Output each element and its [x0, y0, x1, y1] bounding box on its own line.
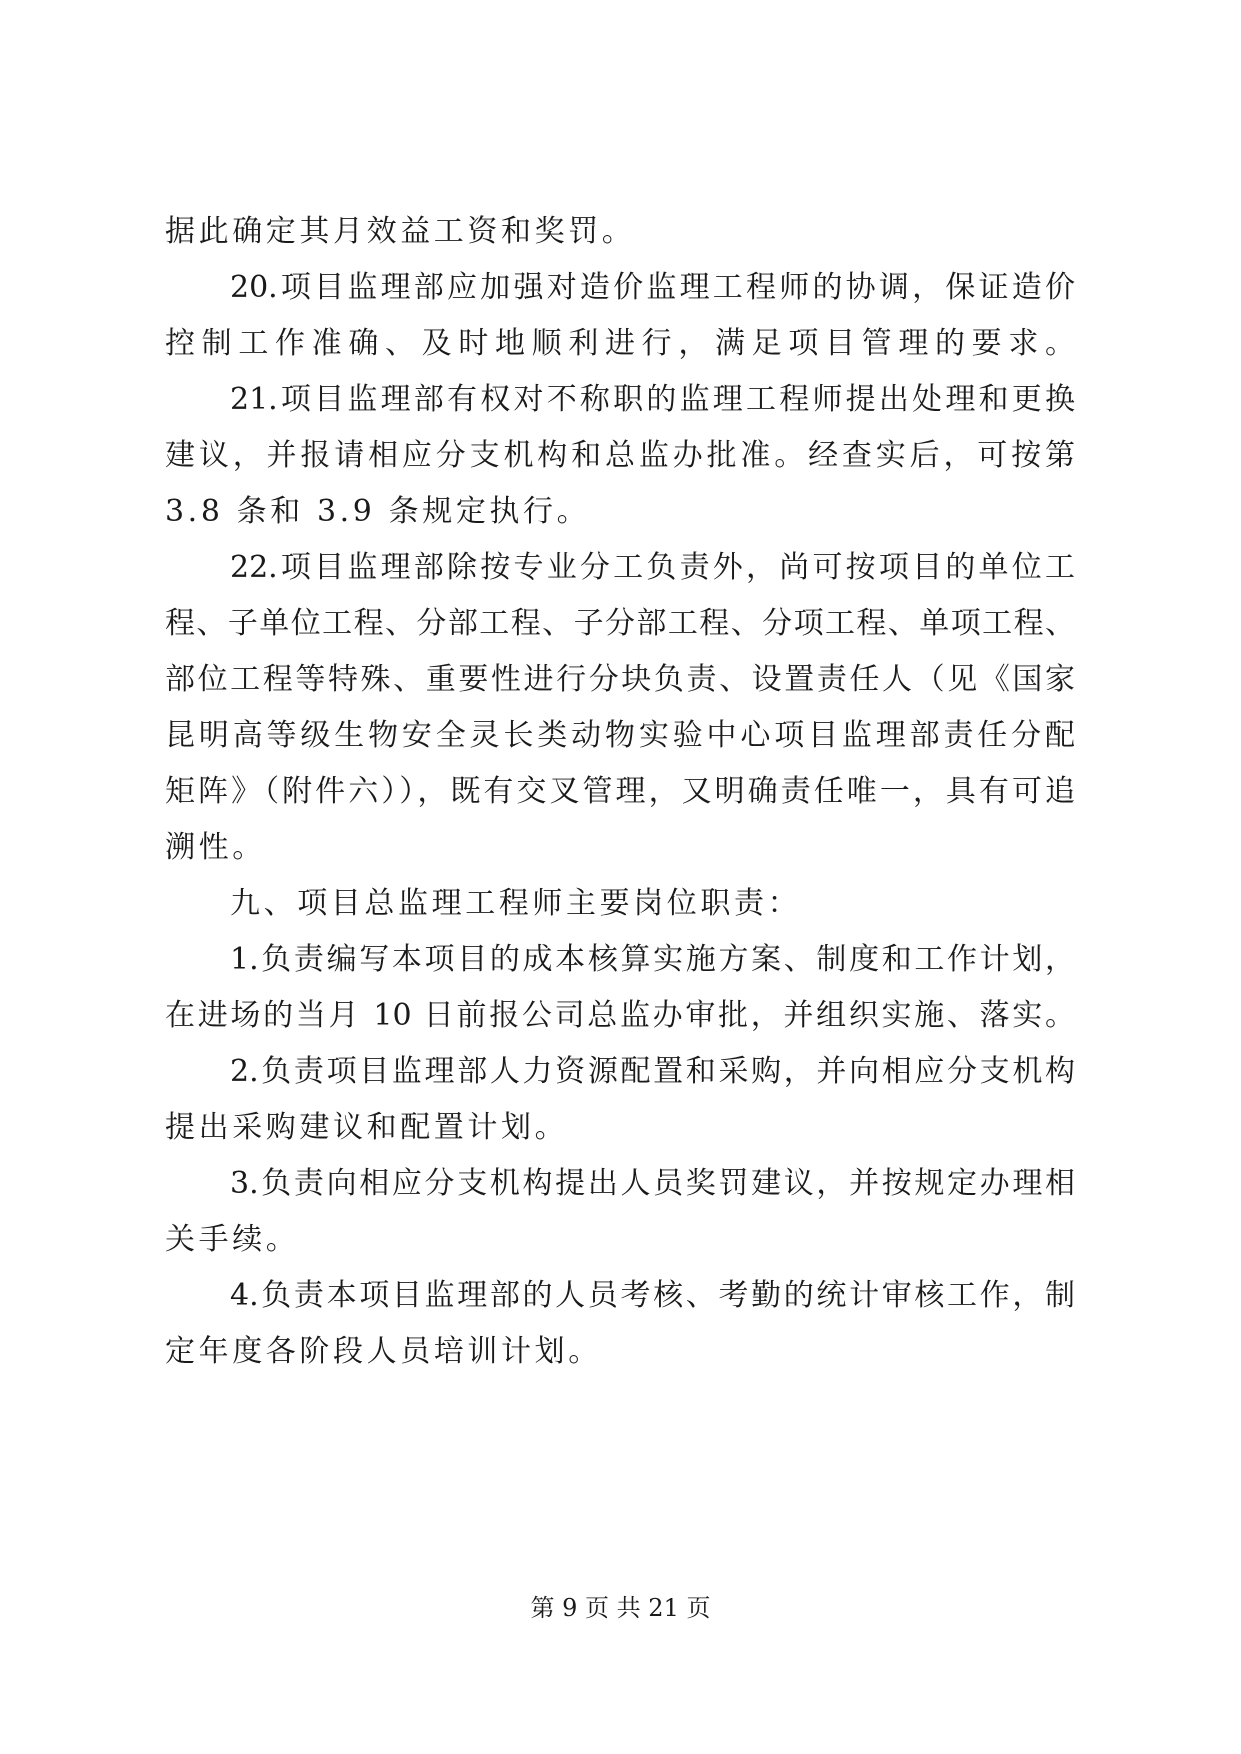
text-line: 控制工作准确、及时地顺利进行，满足项目管理的要求。	[165, 326, 1075, 361]
text-line: 4.负责本项目监理部的人员考核、考勤的统计审核工作，制	[230, 1278, 1075, 1313]
text-line: 1.负责编写本项目的成本核算实施方案、制度和工作计划，	[230, 942, 1075, 977]
text-line: 关手续。	[165, 1222, 300, 1257]
text-line: 建议，并报请相应分支机构和总监办批准。经查实后，可按第	[165, 438, 1075, 473]
text-line: 21.项目监理部有权对不称职的监理工程师提出处理和更换	[230, 382, 1075, 417]
text-line: 在进场的当月 10 日前报公司总监办审批，并组织实施、落实。	[165, 998, 1075, 1033]
text-line: 程、子单位工程、分部工程、子分部工程、分项工程、单项工程、	[165, 606, 1075, 641]
text-line: 22.项目监理部除按专业分工负责外，尚可按项目的单位工	[230, 550, 1075, 585]
text-line: 20.项目监理部应加强对造价监理工程师的协调，保证造价	[230, 270, 1075, 305]
text-line: 3.8 条和 3.9 条规定执行。	[165, 494, 591, 529]
text-line: 提出采购建议和配置计划。	[165, 1110, 569, 1145]
text-line: 2.负责项目监理部人力资源配置和采购，并向相应分支机构	[230, 1054, 1075, 1089]
text-line: 溯性。	[165, 830, 266, 865]
text-line: 据此确定其月效益工资和奖罚。	[165, 214, 636, 249]
text-line: 矩阵》（附件六）），既有交叉管理，又明确责任唯一，具有可追	[165, 774, 1075, 809]
text-line: 部位工程等特殊、重要性进行分块负责、设置责任人（见《国家	[165, 662, 1075, 697]
text-line: 昆明高等级生物安全灵长类动物实验中心项目监理部责任分配	[165, 718, 1075, 753]
text-line: 定年度各阶段人员培训计划。	[165, 1334, 602, 1369]
page-number-footer: 第 9 页 共 21 页	[530, 1594, 711, 1622]
section-heading: 九、项目总监理工程师主要岗位职责：	[230, 886, 802, 921]
text-line: 3.负责向相应分支机构提出人员奖罚建议，并按规定办理相	[230, 1166, 1075, 1201]
